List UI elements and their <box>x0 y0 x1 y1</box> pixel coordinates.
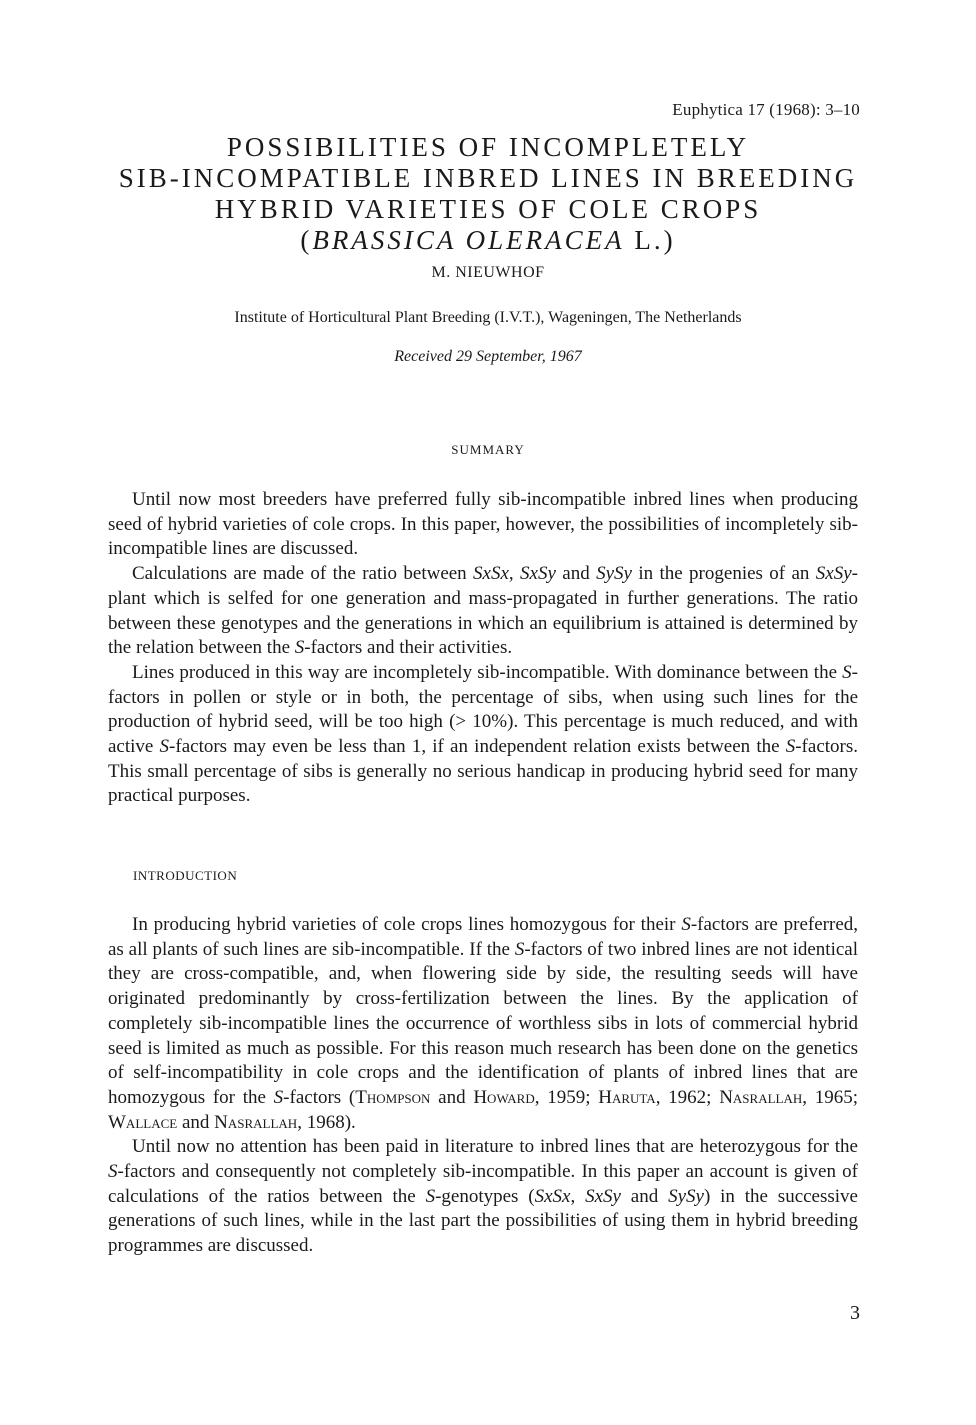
title-paren-open: ( <box>300 225 313 255</box>
citation-author: Howard <box>473 1086 535 1108</box>
introduction-body <box>108 913 858 1259</box>
author-name: M. NIEUWHOF <box>431 264 545 281</box>
citation-author: Nasrallah <box>214 1111 298 1133</box>
summary-paragraph-1: Until now most breeders have preferred fully sib-incompatible inbred lines when producing seed of hybrid varieties of cole crops. In this paper, however, the possibilities of incompletely sib-incompatible lines are discussed. <box>108 489 858 560</box>
title-line-2: SIB-INCOMPATIBLE INBRED LINES IN BREEDING <box>118 163 858 193</box>
received-date: Received 29 September, 1967 <box>394 348 582 365</box>
affiliation: Institute of Horticultural Plant Breeding (I.V.T.), Wageningen, The Netherlands <box>234 309 742 326</box>
citation-author: Nasrallah <box>719 1086 803 1108</box>
summary-paragraph-3: Lines produced in this way are incompletely sib-incompatible. With dominance between the S-factors in pollen or style or in both, the percentage of sibs, when using such lines for the production of hybrid seed, will be too high (> 10%). This percentage is much reduced, and with active S-factors may even be less than 1, if an independent relation exists between the S-factors. This small percentage of sibs is generally no serious handicap in producing hybrid seed for many practical purposes. <box>108 661 859 807</box>
intro-paragraph-2: Until now no attention has been paid in literature to inbred lines that are heterozygous for the S-factors and consequently not completely sib-incompatible. In this paper an account is given of calculations of the ratios between the S-genotypes (SxSx, SxSy and SySy) in the successive generations of such lines, while in the last part the possibilities of using them in hybrid breeding programmes are discussed. <box>108 1136 858 1257</box>
title-line-1: POSSIBILITIES OF INCOMPLETELY <box>226 132 750 162</box>
title-species: BRASSICA OLERACEA <box>312 225 625 255</box>
paper-title <box>100 132 876 256</box>
title-line-3: HYBRID VARIETIES OF COLE CROPS <box>214 194 762 224</box>
intro-paragraph-1: In producing hybrid varieties of cole crops lines homozygous for their S-factors are preferred, as all plants of such lines are sib-incompatible. If the S-factors of two inbred lines are not identical they are cross-compatible, and, when flowering side by side, the resulting seeds will have originated predominantly by cross-fertilization between the lines. By the application of completely sib-incompatible lines the occurrence of worthless sibs in lots of commercial hybrid seed is limited as much as possible. For this reason much research has been done on the genetics of self-incompatibility in cole crops and the identification of plants of inbred lines that are homozygous for the S-factors (Thompson and Howard, 1959; Haruta, 1962; Nasrallah, 1965; Wallace and Nasrallah, 1968). <box>108 914 859 1133</box>
citation-author: Thompson <box>355 1086 431 1108</box>
citation-author: Wallace <box>108 1111 178 1133</box>
summary-body <box>108 488 858 809</box>
citation-author: Haruta <box>598 1086 656 1108</box>
summary-paragraph-2: Calculations are made of the ratio between SxSx, SxSy and SySy in the progenies of an SxSy-plant which is selfed for one generation and mass-propagated in further generations. The ratio between these genotypes and the generations in which an equilibrium is attained is determined by the relation between the S-factors and their activities. <box>108 563 858 659</box>
introduction-heading: INTRODUCTION <box>133 868 238 883</box>
title-line-4 <box>100 225 876 256</box>
title-paren-close: L.) <box>624 225 676 255</box>
summary-heading: SUMMARY <box>451 442 525 457</box>
page-number: 3 <box>850 1302 860 1324</box>
journal-reference: Euphytica 17 (1968): 3–10 <box>672 100 860 119</box>
